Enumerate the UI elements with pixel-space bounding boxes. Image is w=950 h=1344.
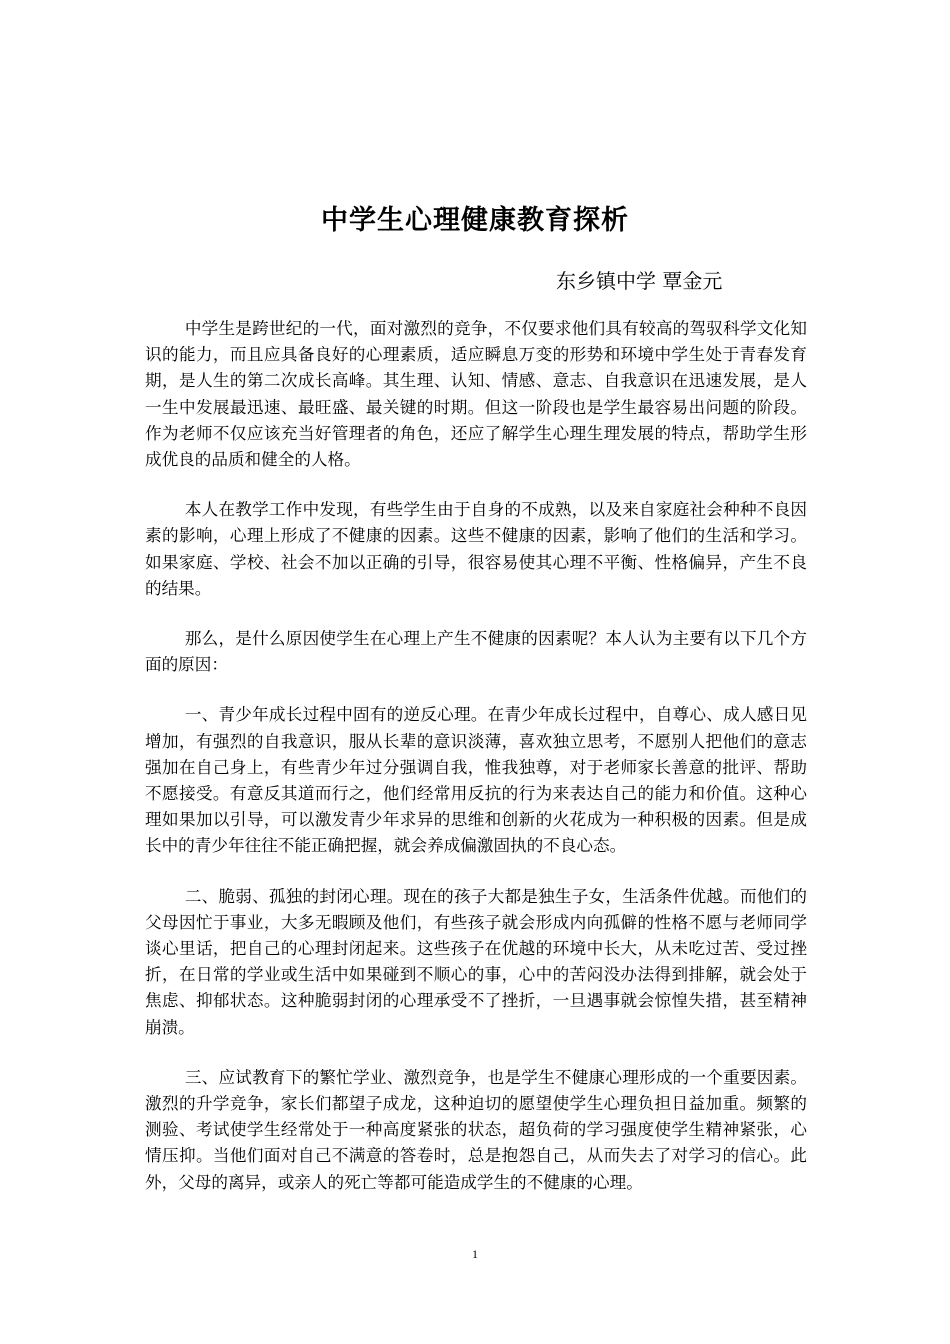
paragraph-question: 那么，是什么原因使学生在心理上产生不健康的因素呢？本人认为主要有以下几个方面的原因： (145, 629, 807, 675)
paragraph-observation: 本人在教学工作中发现，有些学生由于自身的不成熟，以及来自家庭社会种种不良因素的影响，心理上形成了不健康的因素。这些不健康的因素，影响了他们的生活和学习。如果家庭、学校、社会不加以正确的引导，很容易使其心理不平衡、性格偏异，产生不良的结果。 (145, 500, 807, 598)
paragraph-intro: 中学生是跨世纪的一代，面对激烈的竞争，不仅要求他们具有较高的驾驭科学文化知识的能力，而且应具备良好的心理素质，适应瞬息万变的形势和环境中学生处于青春发育期，是人生的第二次成长高峰。其生理、认知、情感、意志、自我意识在迅速发展，是人一生中发展最迅速、最旺盛、最关键的时期。但这一阶段也是学生最容易出问题的阶段。作为老师不仅应该充当好管理者的角色，还应了解学生心理生理发展的特点，帮助学生形成优良的品质和健全的人格。 (145, 319, 807, 470)
page-number: 1 (472, 1247, 478, 1261)
paragraph-reason-1: 一、青少年成长过程中固有的逆反心理。在青少年成长过程中，自尊心、成人感日见增加，有强烈的自我意识，服从长辈的意识淡薄，喜欢独立思考，不愿别人把他们的意志强加在自己身上，有些青少年过分强调自我，惟我独尊，对于老师家长善意的批评、帮助不愿接受。有意反其道而行之，他们经常用反抗的行为来表达自己的能力和价值。这种心理如果加以引导，可以激发青少年求异的思维和创新的火花成为一种积极的因素。但是成长中的青少年往往不能正确把握，就会养成偏激固执的不良心态。 (145, 705, 807, 856)
paragraph-reason-2: 二、脆弱、孤独的封闭心理。现在的孩子大都是独生子女，生活条件优越。而他们的父母因忙于事业，大多无暇顾及他们，有些孩子就会形成内向孤僻的性格不愿与老师同学谈心里话，把自己的心理封闭起来。这些孩子在优越的环境中长大，从未吃过苦、受过挫折，在日常的学业或生活中如果碰到不顺心的事，心中的苦闷没办法得到排解，就会处于焦虑、抑郁状态。这种脆弱封闭的心理承受不了挫折，一旦遇事就会惊惶失措，甚至精神崩溃。 (145, 886, 807, 1037)
paragraph-reason-3: 三、应试教育下的繁忙学业、激烈竞争，也是学生不健康心理形成的一个重要因素。激烈的升学竞争，家长们都望子成龙，这种迫切的愿望使学生心理负担日益加重。频繁的测验、考试使学生经常处于一种高度紧张的状态，超负荷的学习强度使学生精神紧张，心情压抑。当他们面对自己不满意的答卷时，总是抱怨自己，从而失去了对学习的信心。此外，父母的离异，或亲人的死亡等都可能造成学生的不健康的心理。 (145, 1067, 807, 1192)
document-title: 中学生心理健康教育探析 (321, 205, 629, 236)
author-line: 东乡镇中学 覃金元 (556, 269, 723, 293)
document-body (145, 316, 807, 1220)
